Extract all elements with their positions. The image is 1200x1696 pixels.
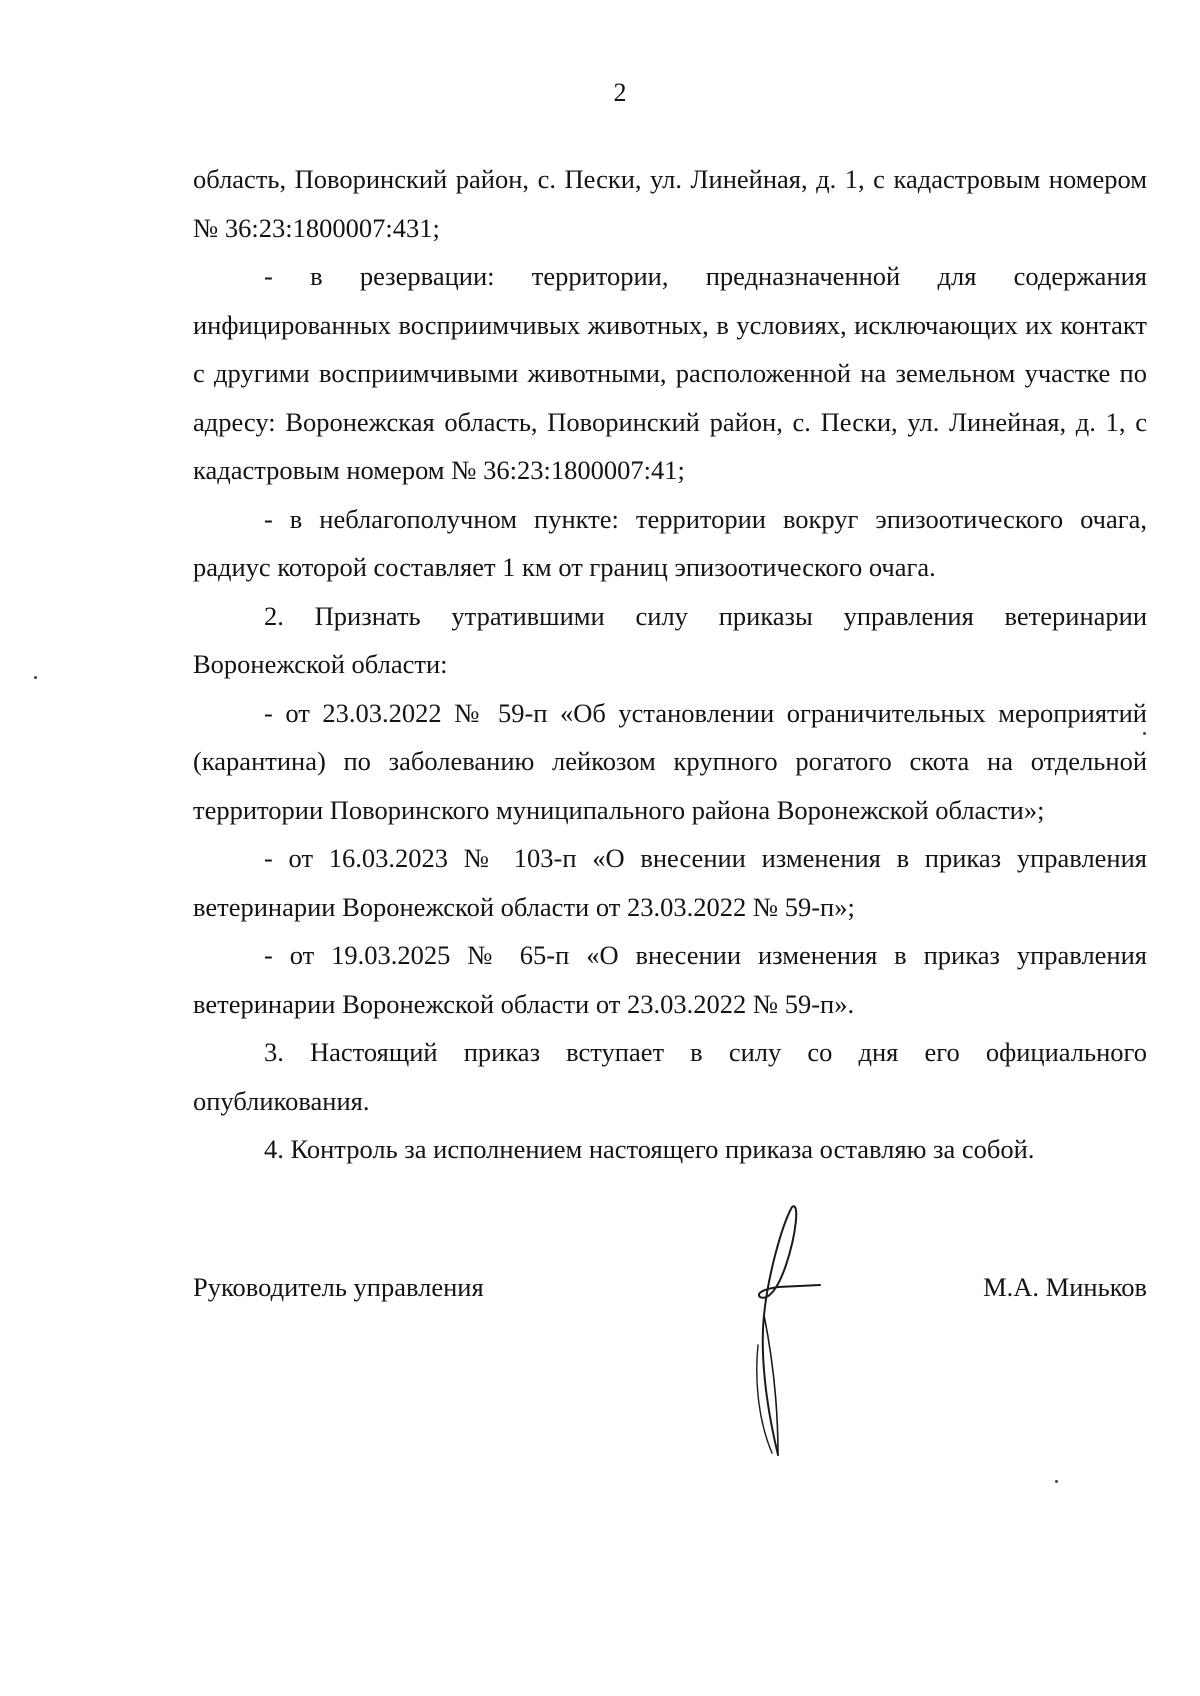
scan-speck [1055,1480,1058,1483]
paragraph-item-2: 2. Признать утратившими силу приказы управления ветеринарии Воронежской области: [193,600,1147,679]
paragraph-item-4: 4. Контроль за исполнением настоящего приказа оставляю за собой. [264,1134,1035,1164]
handwritten-signature [730,1205,830,1465]
signer-name: М.А. Миньков [983,1272,1147,1302]
scan-speck [1143,732,1146,735]
paragraph-unfavorable-point: - в неблагополучном пункте: территории вокруг эпизоотического очага, радиус которой составляет 1 км от границ эпизоотического очага. [193,503,1147,582]
document-body [193,155,1147,1174]
paragraph-continuation: область, Поворинский район, с. Пески, ул. Линейная, д. 1, с кадастровым номером № 36:23:1800007:431; [193,164,1147,243]
paragraph-order-65: - от 19.03.2025 № 65-п «О внесении изменения в приказ управления ветеринарии Воронежской области от 23.03.2022 № 59-п». [193,940,1147,1019]
page-number: 2 [613,78,627,107]
paragraph-order-59: - от 23.03.2022 № 59-п «Об установлении ограничительных мероприятий (карантина) по заболеванию лейкозом крупного рогатого скота на отдельной территории Поворинского муниципального района Воронежской области»; [193,697,1147,825]
paragraph-order-103: - от 16.03.2023 № 103-п «О внесении изменения в приказ управления ветеринарии Воронежской области от 23.03.2022 № 59-п»; [193,843,1147,922]
paragraph-reservation: - в резервации: территории, предназначенной для содержания инфицированных восприимчивых животных, в условиях, исключающих их контакт с другими восприимчивыми животными, расположенной на земельном участке по адресу: Воронежская область, Поворинский район, с. Пески, ул. Линейная, д. 1, с кадастровым номером № 36:23:1800007:41; [193,261,1147,485]
paragraph-item-3: 3. Настоящий приказ вступает в силу со дня его официального опубликования. [193,1037,1147,1116]
signer-position: Руководитель управления [193,1272,484,1302]
scan-speck [34,676,37,679]
